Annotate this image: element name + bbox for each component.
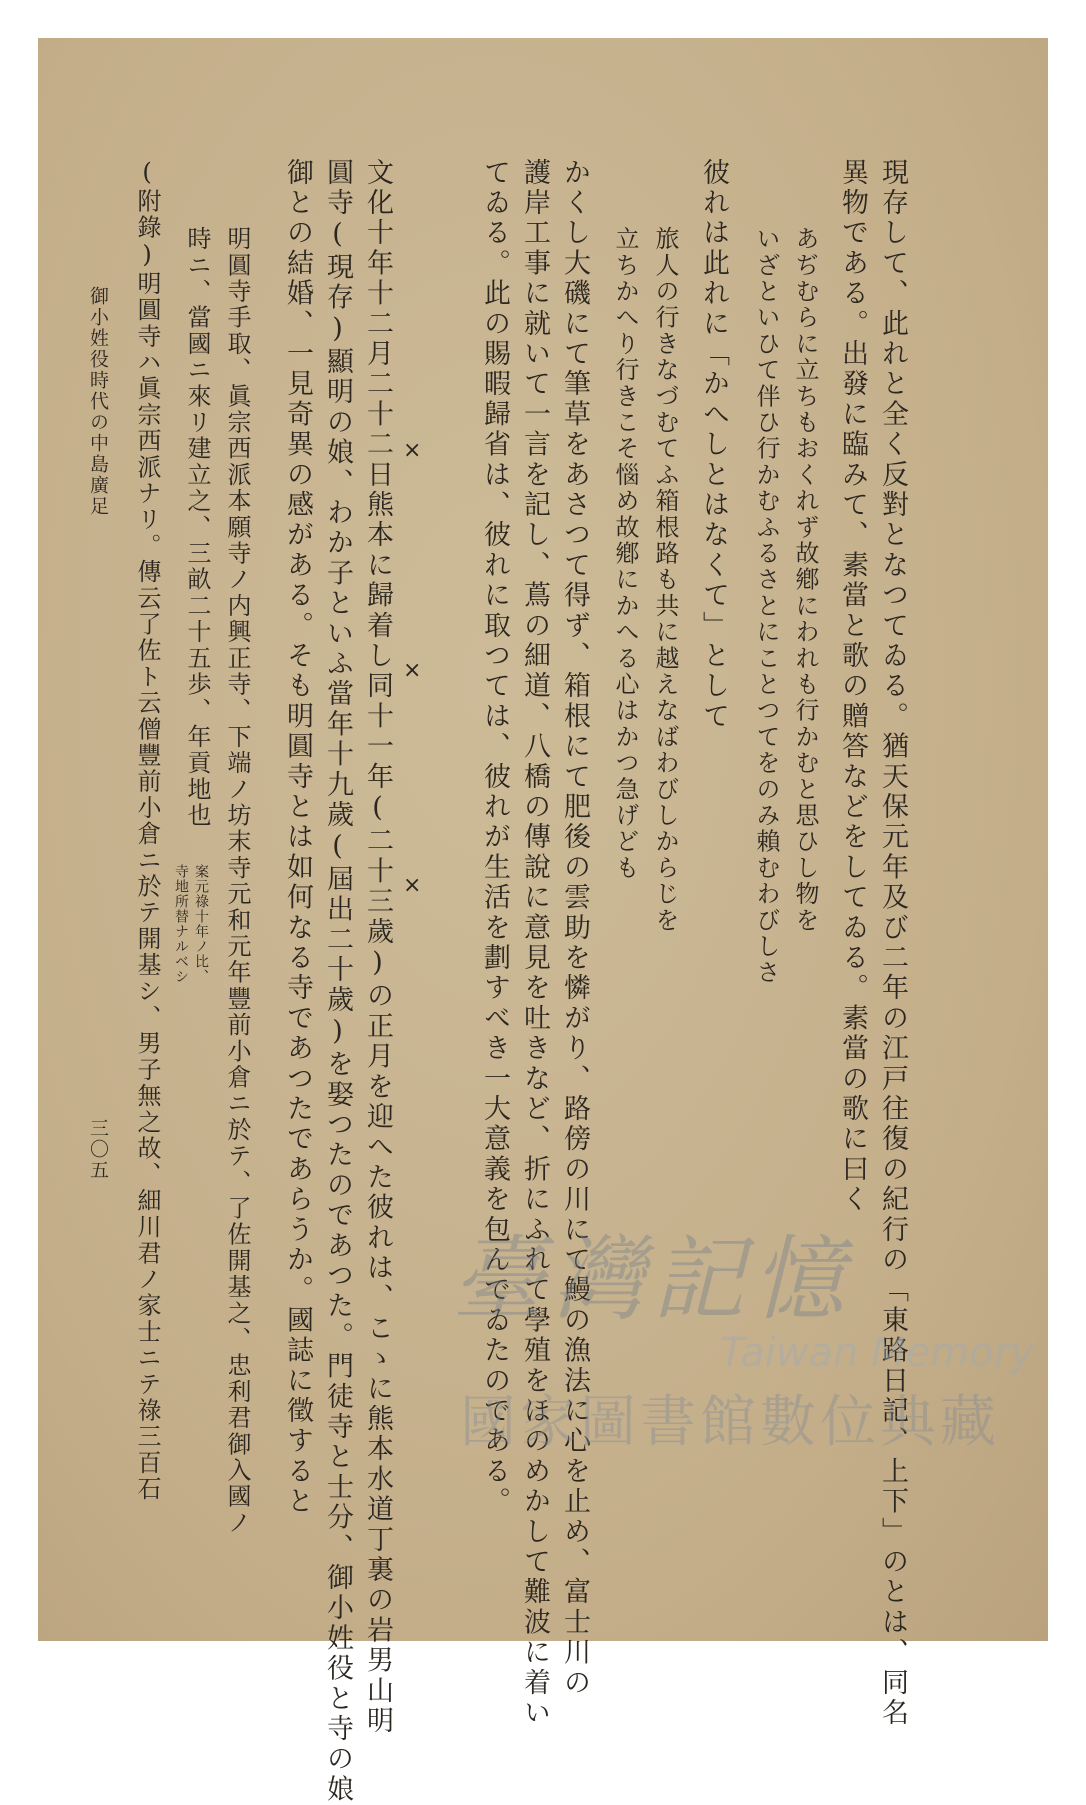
- poem-line-3: 旅人の行きなづむてふ箱根路も共に越えなばわびしからじを: [651, 226, 679, 934]
- annotation-line-1: 案元祿十年ノ比、: [193, 864, 209, 984]
- text-column-9: 護岸工事に就いて一言を記し、蔦の細道、八橋の傳說に意見を吐きなど、折にふれて學殖をほのめかして難波に着い: [519, 158, 550, 1729]
- section-separator-mark: ×: [403, 873, 422, 898]
- text-column-11: 文化十年十二月二十二日熊本に歸着し同十一年(二十三歲)の正月を迎へた彼れは、こゝに熊本水道丁裏の岩男山明: [362, 158, 393, 1737]
- poem-line-2: いざといひて伴ひ行かむふるさとにことつてをのみ賴むわびしさ: [752, 226, 780, 986]
- text-column-13: 御との結婚、一見奇異の感がある。そも明圓寺とは如何なる寺であつたであらうか。國誌に徵すると: [282, 158, 313, 1517]
- quote-column-3: (附錄)明圓寺ハ眞宗西派ナリ。傳云了佐ト云僧豐前小倉ニ於テ開基シ、男子無之故、細川君ノ家士ニテ祿三百石: [133, 158, 161, 1503]
- poem-line-4: 立ちかへり行きこそ惱め故鄕にかへる心はかつ急げども: [611, 226, 639, 881]
- section-separator-mark: ×: [403, 438, 422, 463]
- text-column-1: 現存して、此れと全く反對となつてゐる。猶天保元年及び二年の江戸往復の紀行の「東路日記、上下」のとは、同名: [877, 158, 908, 1729]
- text-column-8: かくし大磯にて筆草をあさつて得ず、箱根にて肥後の雲助を憐がり、路傍の川にて鰻の漁法に心を止め、富士川の: [559, 158, 590, 1699]
- page-number: 三〇五: [87, 1118, 109, 1181]
- quote-column-2: 時ニ、當國ニ來リ建立之、三畝二十五歩、年貢地也: [183, 226, 211, 829]
- watermark-logo: 臺灣記憶: [452, 1226, 853, 1333]
- text-column-2: 異物である。出發に臨みて、素當と歌の贈答などをしてゐる。素當の歌に曰く: [837, 158, 868, 1215]
- text-column-12: 圓寺(現存)顯明の娘、わか子といふ當年十九歲(屆出二十歲)を娶つたのであつた。門徒寺と士分、御小姓役と寺の娘: [322, 158, 353, 1805]
- section-separator-mark: ×: [403, 658, 422, 683]
- text-column-10: てゐる。此の賜暇歸省は、彼れに取つては、彼れが生活を劃すべき一大意義を包んでゐたのである。: [479, 158, 510, 1517]
- running-title: 御小姓役時代の中島廣足: [87, 286, 109, 517]
- annotation-line-2: 寺地所替ナルベシ: [173, 864, 189, 984]
- quote-column-1: 明圓寺手取、眞宗西派本願寺ノ内興正寺、下端ノ坊末寺元和元年豐前小倉ニ於テ、了佐開基之、忠利君御入國ノ: [223, 226, 251, 1536]
- text-column-5: 彼れは此れに「かへしとはなくて」として: [698, 158, 729, 732]
- watermark-subtitle: 國家圖書館數位典藏: [460, 1390, 1000, 1455]
- watermark-english: Taiwan Memory: [720, 1330, 1034, 1376]
- poem-line-1: あぢむらに立ちもおくれず故鄕にわれも行かむと思ひし物を: [791, 226, 819, 934]
